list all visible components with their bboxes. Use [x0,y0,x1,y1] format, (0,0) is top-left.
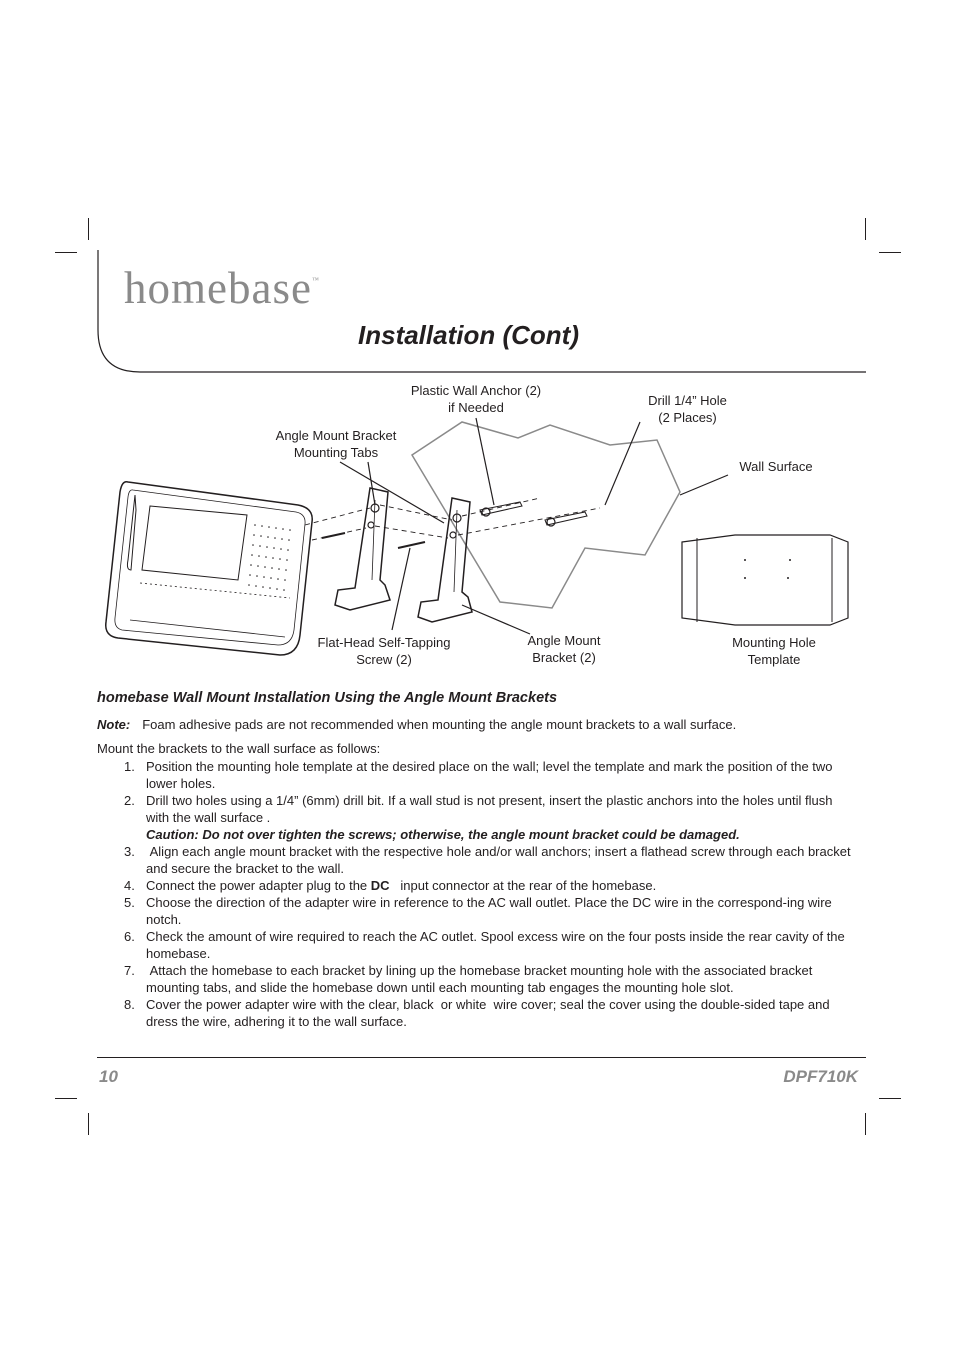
list-item: 6. Check the amount of wire required to reach the AC outlet. Spool excess wire on the four posts inside the rear cavity of the homebase. [124,929,845,961]
note-text: Foam adhesive pads are not recommended when mounting the angle mount brackets to a wall surface. [142,717,737,732]
homebase-logo: homebase™ [124,263,320,313]
list-item: 8. Cover the power adapter wire with the clear, black or white wire cover; seal the cover using the double-sided tape and dress the wire, adhering it to the wall surface. [124,997,834,1029]
label-drill-hole: Drill 1/4” Hole (2 Places) [648,393,727,425]
label-bracket-tabs: Angle Mount Bracket Mounting Tabs [275,428,397,460]
label-bracket: Angle Mount Bracket (2) [527,633,601,665]
label-template: Mounting Hole Template [732,635,816,667]
section-title: homebase Wall Mount Installation Using the Angle Mount Brackets [97,690,558,706]
list-item: 2. Drill two holes using a 1/4” (6mm) drill bit. If a wall stud is not present, insert the plastic anchors into the holes until flush with the wall surface . [124,793,833,825]
label-screw: Flat-Head Self-Tapping Screw (2) [317,635,451,667]
caution-text: Caution: Do not over tighten the screws; otherwise, the angle mount bracket could be damaged. [146,827,740,842]
crop-mark [55,1098,77,1099]
model-number: DPF710K [783,1067,858,1086]
crop-mark [879,1098,901,1099]
note [97,717,736,732]
page-title: Installation (Cont) [358,320,579,350]
label-wall-anchor: Plastic Wall Anchor (2) if Needed [410,383,542,415]
list-item: 5. Choose the direction of the adapter wire in reference to the AC wall outlet. Place the DC wire in the correspond-ing wire notch. [124,895,832,927]
footer-rule [97,1057,866,1058]
label-wall-surface: Wall Surface [739,459,813,474]
list-item: 3. Align each angle mount bracket with the respective hole and/or wall anchors; insert a flathead screw through each bracket and secure the bracket to the wall. [124,844,855,876]
list-item: 4. Connect the power adapter plug to the DC input connector at the rear of the homebase. [124,878,657,893]
intro-text: Mount the brackets to the wall surface as follows: [97,741,381,756]
page-number: 10 [99,1067,118,1086]
list-item: 7. Attach the homebase to each bracket by lining up the homebase bracket mounting hole with the associated bracket mounting tabs, and slide the homebase down until each mounting tab engages the mounting hole slot. [124,963,816,995]
steps-list [97,758,857,1030]
crop-mark [865,1113,866,1135]
list-item: 1. Position the mounting hole template at the desired place on the wall; level the template and mark the position of the two lower holes. [124,759,833,791]
crop-mark [88,1113,89,1135]
note-label: Note: [97,717,131,732]
